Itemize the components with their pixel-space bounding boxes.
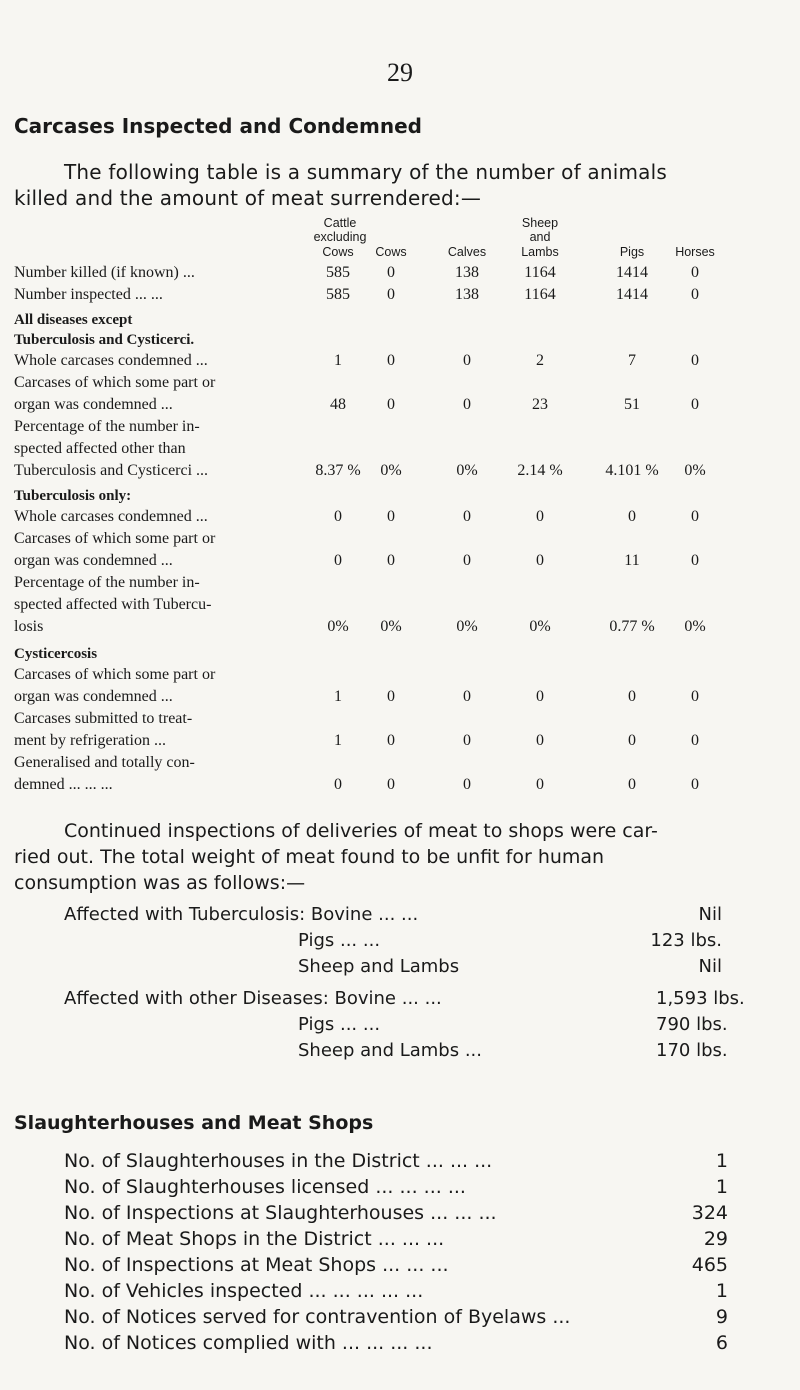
- row-label-losis: losis: [14, 618, 44, 635]
- table-cell: 0%: [456, 462, 478, 479]
- section-all-diseases-2: Tuberculosis and Cysticerci.: [14, 332, 195, 348]
- table-cell: 1: [334, 352, 342, 369]
- table-cell: 0: [628, 732, 636, 749]
- list-item-label: No. of Slaughterhouses licensed ... ... ... ...: [64, 1176, 466, 1198]
- table-cell: 0: [387, 352, 395, 369]
- table-cell: 0: [628, 508, 636, 525]
- table-cell: 138: [455, 286, 479, 303]
- section-tb-only: Tuberculosis only:: [14, 488, 132, 504]
- weight-tb-bovine: Affected with Tuberculosis: Bovine ... ...: [64, 904, 419, 925]
- table-cell: 0: [463, 396, 471, 413]
- table-cell: 0: [463, 508, 471, 525]
- table-cell: 0%: [529, 618, 551, 635]
- table-cell: 0: [387, 286, 395, 303]
- table-cell: 0: [536, 508, 544, 525]
- table-cell: 1414: [616, 286, 648, 303]
- header-pigs: Pigs: [619, 245, 645, 259]
- table-cell: 0: [536, 552, 544, 569]
- weight-other-bovine: Affected with other Diseases: Bovine ... ...: [64, 988, 442, 1009]
- table-cell: 0: [691, 508, 699, 525]
- table-cell: 585: [326, 264, 350, 281]
- table-cell: 51: [624, 396, 640, 413]
- table-cell: 1414: [616, 264, 648, 281]
- table-cell: 0: [628, 688, 636, 705]
- table-cell: 138: [455, 264, 479, 281]
- list-item-value: 1: [715, 1150, 728, 1172]
- header-calves: Calves: [447, 245, 487, 259]
- row-label-part-or-1: Carcases of which some part or: [14, 374, 216, 391]
- table-cell: 0: [387, 732, 395, 749]
- list-item-label: No. of Notices complied with ... ... ... ...: [64, 1332, 433, 1354]
- table-cell: 0: [387, 552, 395, 569]
- table-cell: 0: [463, 688, 471, 705]
- table-cell: 0: [628, 776, 636, 793]
- list-item-label: No. of Meat Shops in the District ... ... ...: [64, 1228, 445, 1250]
- row-label-organ-2: organ was condemned ...: [14, 552, 173, 569]
- table-cell: 0: [536, 776, 544, 793]
- weight-tb-bovine-value: Nil: [698, 904, 722, 925]
- header-cows: Cows: [375, 245, 407, 259]
- header-and: and: [529, 230, 551, 244]
- table-cell: 2.14 %: [517, 462, 563, 479]
- table-cell: 0: [334, 508, 342, 525]
- table-cell: 0: [691, 552, 699, 569]
- table-cell: 0: [387, 688, 395, 705]
- weight-tb-pigs-value: 123 lbs.: [650, 930, 722, 951]
- row-label-generalised: Generalised and totally con-: [14, 754, 195, 771]
- page-title: Carcases Inspected and Condemned: [14, 114, 422, 138]
- table-cell: 0: [463, 352, 471, 369]
- weight-tb-pigs: Pigs ... ...: [298, 930, 381, 951]
- row-label-pct-2a: Percentage of the number in-: [14, 574, 200, 591]
- header-horses: Horses: [675, 245, 715, 259]
- table-cell: 0%: [327, 618, 349, 635]
- table-cell: 0: [691, 264, 699, 281]
- table-cell: 0: [691, 286, 699, 303]
- table-cell: 0: [691, 732, 699, 749]
- row-label-inspected: Number inspected ... ...: [14, 286, 163, 303]
- list-item-label: No. of Inspections at Slaughterhouses ... ... ...: [64, 1202, 497, 1224]
- table-cell: 0: [691, 776, 699, 793]
- page-number: 29: [387, 58, 413, 87]
- table-cell: 11: [624, 552, 640, 569]
- row-label-pct-2b: spected affected with Tubercu-: [14, 596, 212, 613]
- table-cell: 23: [532, 396, 548, 413]
- list-item-value: 1: [715, 1176, 728, 1198]
- table-cell: 0%: [684, 462, 706, 479]
- table-cell: 1: [334, 732, 342, 749]
- continued-line-3: consumption was as follows:—: [14, 872, 306, 894]
- list-item-label: No. of Inspections at Meat Shops ... ... ...: [64, 1254, 449, 1276]
- table-cell: 0: [536, 688, 544, 705]
- table-cell: 4.101 %: [605, 462, 659, 479]
- row-label-pct-1b: spected affected other than: [14, 440, 186, 457]
- row-label-whole-condemned-1: Whole carcases condemned ...: [14, 352, 208, 369]
- table-cell: 0: [334, 552, 342, 569]
- section-heading-slaughterhouses: Slaughterhouses and Meat Shops: [14, 1112, 374, 1134]
- table-cell: 0%: [456, 618, 478, 635]
- table-cell: 2: [536, 352, 544, 369]
- weight-tb-sheep-value: Nil: [698, 956, 722, 977]
- row-label-pct-1c: Tuberculosis and Cysticerci ...: [14, 462, 209, 479]
- header-sheep: Sheep: [521, 216, 559, 230]
- table-cell: 0: [691, 688, 699, 705]
- list-item-value: 465: [691, 1254, 728, 1276]
- table-cell: 0: [334, 776, 342, 793]
- table-cell: 0: [463, 552, 471, 569]
- table-cell: 0: [536, 732, 544, 749]
- row-label-treat: Carcases submitted to treat-: [14, 710, 193, 727]
- list-item-value: 1: [715, 1280, 728, 1302]
- section-cysticercosis: Cysticercosis: [14, 646, 98, 662]
- table-cell: 0: [387, 776, 395, 793]
- list-item-label: No. of Notices served for contravention of Byelaws ...: [64, 1306, 571, 1328]
- table-cell: 0%: [684, 618, 706, 635]
- row-label-demned: demned ... ... ...: [14, 776, 113, 793]
- table-cell: 8.37 %: [315, 462, 361, 479]
- intro-line-2: killed and the amount of meat surrendered:—: [14, 186, 482, 210]
- table-cell: 0: [463, 732, 471, 749]
- list-item-label: No. of Slaughterhouses in the District ... ... ...: [64, 1150, 493, 1172]
- table-cell: 7: [628, 352, 636, 369]
- table-cell: 0: [387, 508, 395, 525]
- weight-other-pigs: Pigs ... ...: [298, 1014, 381, 1035]
- intro-line-1: The following table is a summary of the number of animals: [64, 160, 667, 184]
- row-label-whole-condemned-2: Whole carcases condemned ...: [14, 508, 208, 525]
- list-item-value: 324: [691, 1202, 728, 1224]
- header-cattle: Cattle: [323, 216, 357, 230]
- table-cell: 0%: [380, 462, 402, 479]
- continued-line-2: ried out. The total weight of meat found to be unfit for human: [14, 846, 605, 868]
- row-label-killed: Number killed (if known) ...: [14, 264, 195, 281]
- table-cell: 585: [326, 286, 350, 303]
- table-cell: 0: [387, 396, 395, 413]
- weight-other-bovine-value: 1,593 lbs.: [656, 988, 745, 1009]
- table-cell: 1164: [524, 264, 556, 281]
- table-cell: 0.77 %: [609, 618, 655, 635]
- table-cell: 1: [334, 688, 342, 705]
- table-cell: 48: [330, 396, 346, 413]
- list-item-value: 9: [715, 1306, 728, 1328]
- weight-other-pigs-value: 790 lbs.: [656, 1014, 728, 1035]
- list-item-value: 6: [715, 1332, 728, 1354]
- table-cell: 0: [691, 352, 699, 369]
- table-cell: 0: [691, 396, 699, 413]
- section-all-diseases: All diseases except: [14, 312, 133, 328]
- continued-line-1: Continued inspections of deliveries of meat to shops were car-: [64, 820, 658, 842]
- row-label-organ-3: organ was condemned ...: [14, 688, 173, 705]
- weight-other-sheep: Sheep and Lambs ...: [298, 1040, 482, 1061]
- table-cell: 0: [387, 264, 395, 281]
- header-lambs: Lambs: [521, 245, 559, 259]
- row-label-refrigeration: ment by refrigeration ...: [14, 732, 166, 749]
- row-label-organ-1: organ was condemned ...: [14, 396, 173, 413]
- table-cell: 0%: [380, 618, 402, 635]
- weight-other-sheep-value: 170 lbs.: [656, 1040, 728, 1061]
- table-cell: 1164: [524, 286, 556, 303]
- row-label-part-or-3: Carcases of which some part or: [14, 666, 216, 683]
- weight-tb-sheep: Sheep and Lambs: [298, 956, 460, 977]
- list-item-label: No. of Vehicles inspected ... ... ... ... ...: [64, 1280, 424, 1302]
- row-label-part-or-2: Carcases of which some part or: [14, 530, 216, 547]
- header-excluding: excluding: [313, 230, 367, 244]
- row-label-pct-1a: Percentage of the number in-: [14, 418, 200, 435]
- list-item-value: 29: [703, 1228, 728, 1250]
- header-cows-excl: Cows: [322, 245, 354, 259]
- table-cell: 0: [463, 776, 471, 793]
